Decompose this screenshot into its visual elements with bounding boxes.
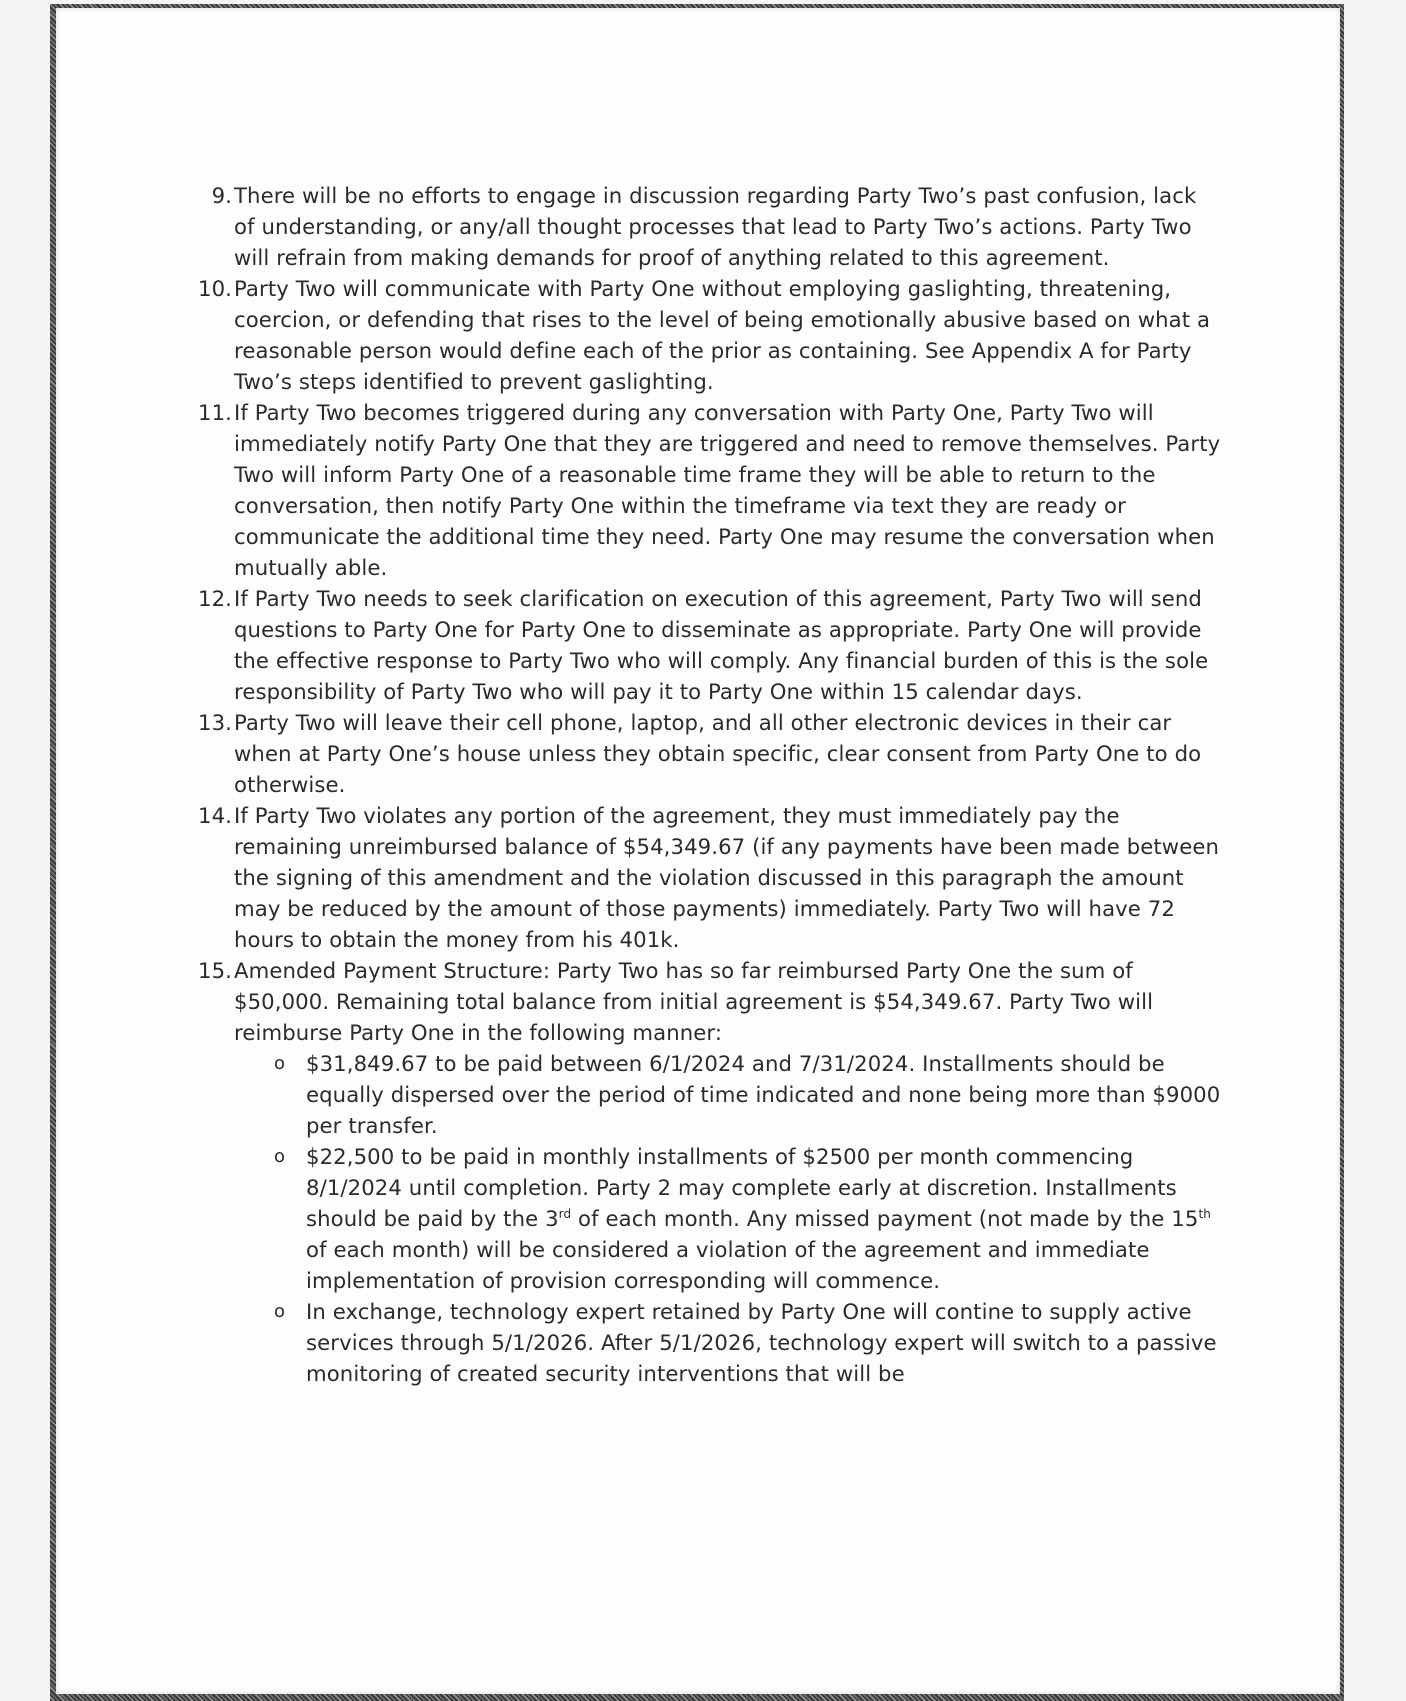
clause-number: 12. — [198, 586, 232, 611]
clause-number: 10. — [198, 276, 232, 301]
clause-text: Party Two will communicate with Party One without employing gaslighting, threatening, coercion, or defending that rises to the level of being emotionally abusive based on what a reasonable person would define each of the prior as containing. See Appendix A for Party Two’s steps identified to prevent gaslighting. — [234, 276, 1211, 394]
clause-15 — [192, 955, 1222, 1048]
clause-number: 11. — [198, 400, 232, 425]
clause-number: 13. — [198, 710, 232, 735]
clause-text: If Party Two needs to seek clarification on execution of this agreement, Party Two will send questions to Party One for Party One to disseminate as appropriate. Party One will provide the effective response to Party Two who will comply. Any financial burden of this is the sole responsibility of Party Two who will pay it to Party One within 15 calendar days. — [234, 586, 1209, 704]
clause-text: If Party Two violates any portion of the agreement, they must immediately pay the remaining unreimbursed balance of $54,349.67 (if any payments have been made between the signing of this amendment and the violation discussed in this paragraph the amount may be reduced by the amount of those payments) immediately. Party Two will have 72 hours to obtain the money from his 401k. — [234, 803, 1220, 952]
payment-item-text: In exchange, technology expert retained by Party One will contine to supply active services through 5/1/2026. After 5/1/2026, technology expert will switch to a passive monitoring of created security interventions that will be — [306, 1299, 1217, 1386]
clause-number: 15. — [198, 958, 232, 983]
bullet-marker: o — [274, 1053, 286, 1074]
clause-10 — [192, 273, 1222, 397]
clause-text: There will be no efforts to engage in discussion regarding Party Two’s past confusion, lack of understanding, or any/all thought processes that lead to Party Two’s actions. Party Two will refrain from making demands for proof of anything related to this agreement. — [234, 183, 1197, 270]
clause-text: If Party Two becomes triggered during any conversation with Party One, Party Two will immediately notify Party One that they are triggered and need to remove themselves. Party Two will inform Party One of a reasonable time frame they will be able to return to the conversation, then notify Party One within the timeframe via text they are ready or communicate the additional time they need. Party One may resume the conversation when mutually able. — [234, 400, 1221, 580]
payment-item-2 — [192, 1141, 1222, 1296]
clause-text: Amended Payment Structure: Party Two has so far reimbursed Party One the sum of $50,000. Remaining total balance from initial agreement is $54,349.67. Party Two will reimburse Party One in the following manner: — [234, 958, 1154, 1045]
clause-number: 9. — [211, 183, 232, 208]
agreement-text — [192, 180, 1222, 1389]
payment-structure-list — [192, 1048, 1222, 1389]
bullet-marker: o — [274, 1301, 286, 1322]
clause-13 — [192, 707, 1222, 800]
payment-item-text: $31,849.67 to be paid between 6/1/2024 and 7/31/2024. Installments should be equally dispersed over the period of time indicated and none being more than $9000 per transfer. — [306, 1051, 1221, 1138]
clause-11 — [192, 397, 1222, 583]
clause-text: Party Two will leave their cell phone, laptop, and all other electronic devices in their car when at Party One’s house unless they obtain specific, clear consent from Party One to do otherwise. — [234, 710, 1202, 797]
bullet-marker: o — [274, 1146, 286, 1167]
payment-item-1 — [192, 1048, 1222, 1141]
clause-9 — [192, 180, 1222, 273]
clause-14 — [192, 800, 1222, 955]
clause-number: 14. — [198, 803, 232, 828]
payment-item-text: $22,500 to be paid in monthly installments of $2500 per month commencing 8/1/2024 until completion. Party 2 may complete early at discretion. Installments should be paid by the 3rd of each month. Any missed payment (not made by the 15th of each month) will be considered a violation of the agreement and immediate implementation of provision corresponding will commence. — [306, 1144, 1211, 1293]
clause-12 — [192, 583, 1222, 707]
payment-item-3 — [192, 1296, 1222, 1389]
